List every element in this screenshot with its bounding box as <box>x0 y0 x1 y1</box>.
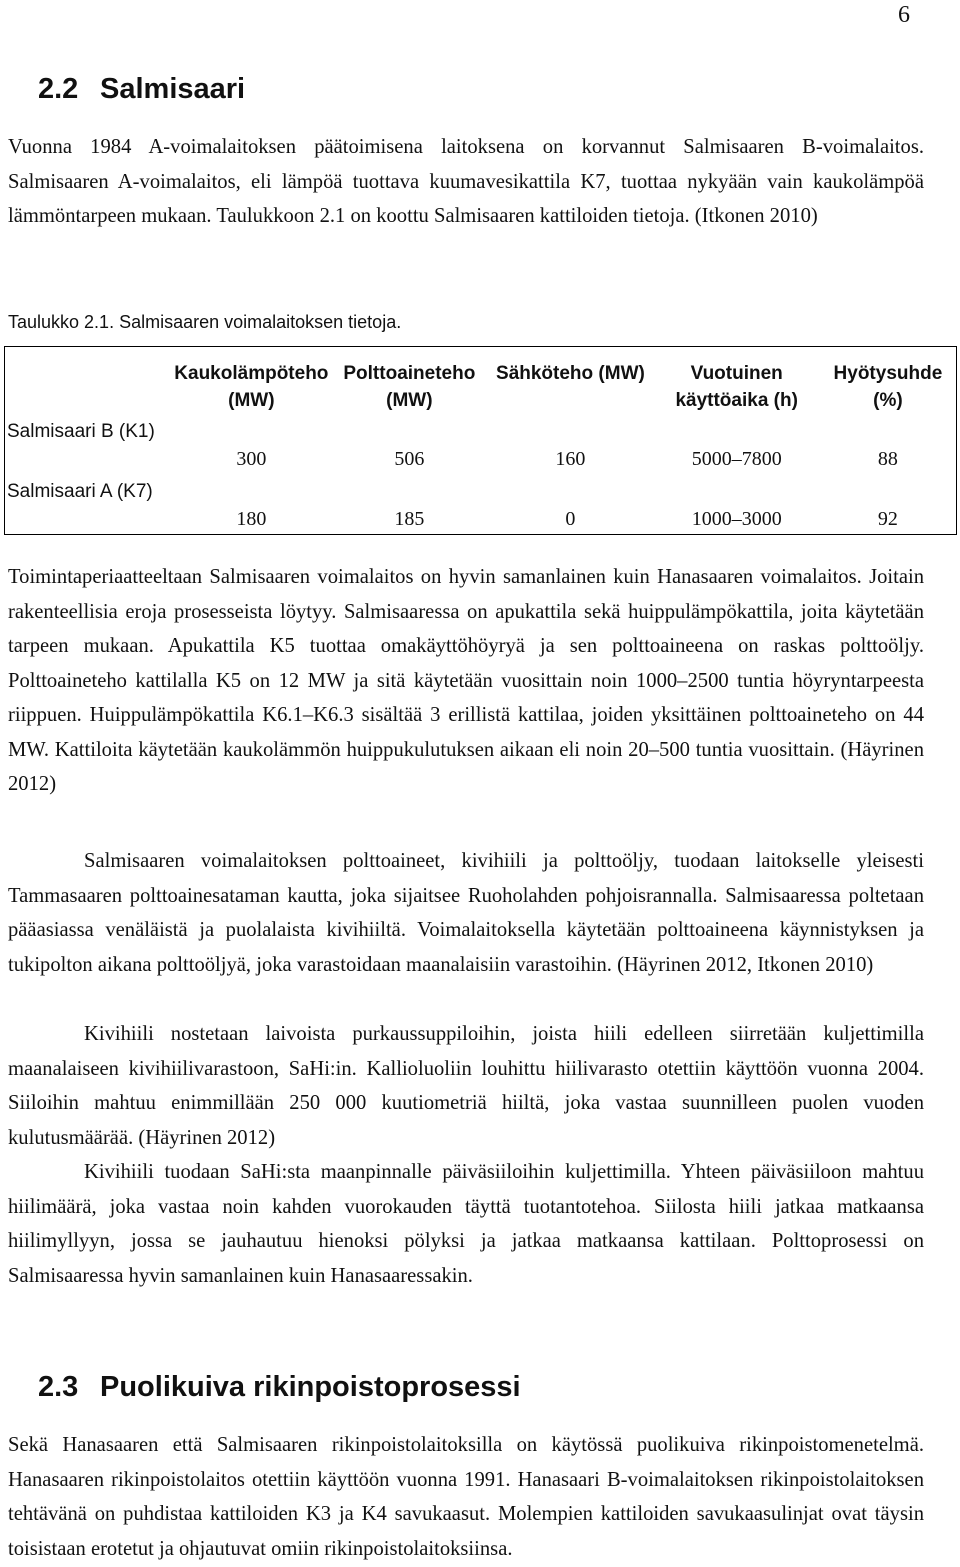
body-paragraph: Kivihiili nostetaan laivoista purkaussuppiloihin, joista hiili edelleen siirretään kuljettimilla maanalaiseen kivihiilivarastoon, SaHi:in. Kallioluoliin louhittu hiilivarasto otettiin käyttöön vuonna 2004. Siiloihin mahtuu enimmillään 250 000 kuutiometriä hiiltä, joka vastaa suunnilleen puolen vuoden kulutusmäärää. (Häyrinen 2012) <box>8 1023 924 1149</box>
cell-efficiency: 92 <box>877 508 898 530</box>
section-heading-2-3 <box>38 1371 521 1404</box>
table-header-row <box>5 347 956 414</box>
cell-efficiency: 88 <box>877 448 898 470</box>
cell-annual-operating-time: 5000–7800 <box>691 448 782 470</box>
cell-fuel-power: 185 <box>394 508 425 530</box>
section-number: 2.2 <box>38 73 79 105</box>
cell-annual-operating-time: 1000–3000 <box>691 508 782 530</box>
section-title: Salmisaari <box>100 73 246 105</box>
body-paragraph: Kivihiili tuodaan SaHi:sta maanpinnalle päiväsiiloihin kuljettimilla. Yhteen päiväsiiloon mahtuu hiilimäärä, joka vastaa noin kahden vuorokauden täyttä tuotantotehoa. Siilosta hiili jatkaa matkaansa hiilimyllyyn, jossa se jauhautuu hienoksi pölyksi ja jatkaa matkaansa kattilaan. Polttoprosessi on Salmisaaressa hyvin samanlainen kuin Hanasaaressakin. <box>8 1161 924 1287</box>
section-heading-2-2 <box>38 73 245 106</box>
cell-fuel-power: 506 <box>394 448 425 470</box>
header-district-heat-power: Kaukolämpöteho (MW) <box>174 363 329 411</box>
table-row <box>5 414 956 474</box>
row-label: Salmisaari A (K7) <box>7 481 153 502</box>
section-title: Puolikuiva rikinpoistoprosessi <box>100 1371 521 1403</box>
header-electric-power: Sähköteho (MW) <box>496 363 645 384</box>
row-label: Salmisaari B (K1) <box>7 421 155 442</box>
body-paragraph: Salmisaaren voimalaitoksen polttoaineet, kivihiili ja polttoöljy, tuodaan laitokselle yleisesti Tammasaaren polttoainesataman kautta, joka sijaitsee Ruoholahden pohjoisrannalla. Salmisaaressa poltetaan pääasiassa venäläistä ja puolalaista kivihiiltä. Voimalaitoksella käytetään polttoaineena käynnistyksen ja tukipolton aikana polttoöljyä, joka varastoidaan maanalaisiin varastoihin. (Häyrinen 2012, Itkonen 2010) <box>8 850 924 976</box>
cell-district-heat-power: 300 <box>236 448 267 470</box>
cell-electric-power: 160 <box>555 448 586 470</box>
section-2-3-paragraph: Sekä Hanasaaren että Salmisaaren rikinpoistolaitoksilla on käytössä puolikuiva rikinpoistomenetelmä. Hanasaaren rikinpoistolaitos otettiin käyttöön vuonna 1991. Hanasaari B-voimalaitoksen rikinpoistolaitoksen tehtävänä on puhdistaa kattiloiden K3 ja K4 savukaasut. Molempien kattiloiden savukaasulinjat ovat täysin toisistaan erotetut ja ohjautuvat omiin rikinpoistolaitoksiinsa. <box>8 1434 924 1560</box>
header-efficiency: Hyötysuhde (%) <box>833 363 943 411</box>
header-annual-operating-time: Vuotuinen käyttöaika (h) <box>675 363 798 411</box>
cell-electric-power: 0 <box>565 508 576 530</box>
table-caption: Taulukko 2.1. Salmisaaren voimalaitoksen tietoja. <box>8 312 402 332</box>
header-empty-cell <box>5 347 171 414</box>
section-number: 2.3 <box>38 1371 79 1403</box>
header-fuel-power: Polttoaineteho (MW) <box>343 363 476 411</box>
table-row <box>5 474 956 534</box>
page-number: 6 <box>898 2 910 28</box>
intro-paragraph: Vuonna 1984 A-voimalaitoksen päätoimisena laitoksena on korvannut Salmisaaren B-voimalaitos. Salmisaaren A-voimalaitos, eli lämpöä tuottava kuumavesikattila K7, tuottaa nykyään vain kaukolämpöä lämmöntarpeen mukaan. Taulukkoon 2.1 on koottu Salmisaaren kattiloiden tietoja. (Itkonen 2010) <box>8 136 924 227</box>
cell-district-heat-power: 180 <box>236 508 267 530</box>
body-paragraph: Toimintaperiaatteeltaan Salmisaaren voimalaitos on hyvin samanlainen kuin Hanasaaren voimalaitos. Joitain rakenteellisia eroja prosesseista löytyy. Salmisaaressa on apukattila sekä huippulämpökattila, joita käytetään tarpeen mukaan. Apukattila K5 tuottaa omakäyttöhöyryä ja sen polttoaineena on raskas polttoöljy. Polttoaineteho kattilalla K5 on 12 MW ja sitä käytetään vuosittain noin 1000–2500 tuntia höyryntarpeesta riippuen. Huippulämpökattila K6.1–K6.3 sisältää 3 erillistä kattilaa, joiden yksittäinen polttoaineteho on 44 MW. Kattiloita käytetään kaukolämmön huippukulutuksen aikaan eli noin 20–500 tuntia vuosittain. (Häyrinen 2012) <box>8 566 924 795</box>
boiler-data-table <box>5 347 956 534</box>
